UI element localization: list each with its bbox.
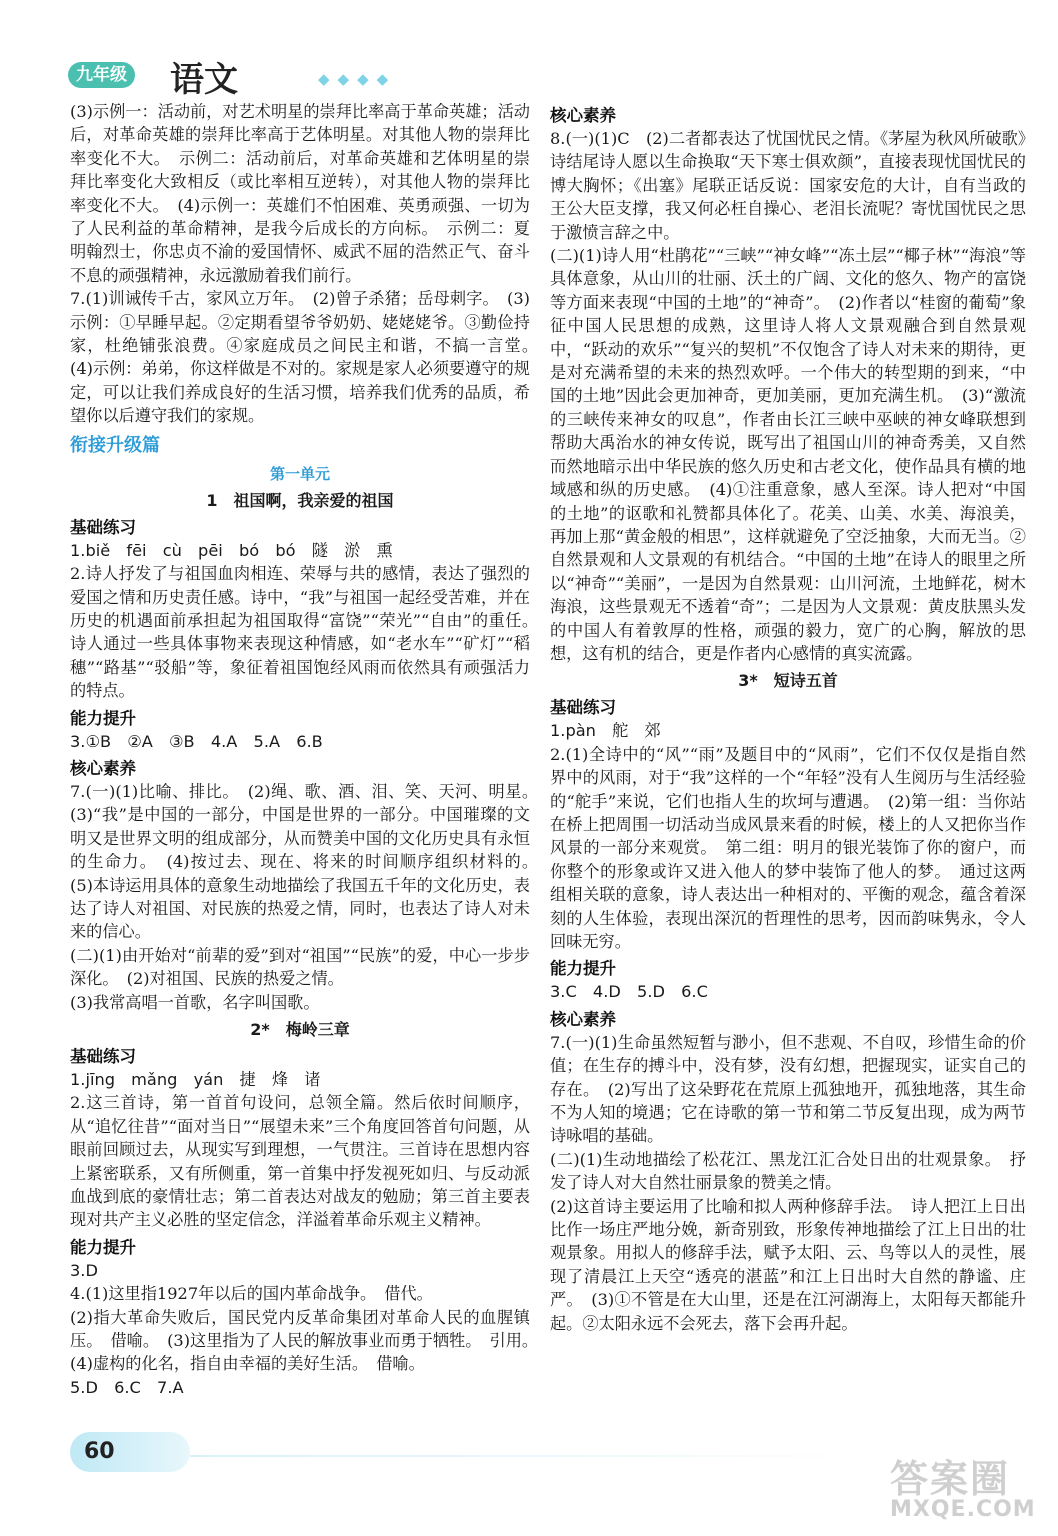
page-header (0, 0, 1058, 100)
answer-paragraph: (二)(1)由开始对“前辈的爱”到对“祖国”“民族”的爱，中心一步步深化。 (2)对祖国、民族的热爱之情。 (70, 945, 530, 989)
grade-badge: 九年级 (68, 62, 135, 88)
answer-paragraph: (3)示例一：活动前，对艺术明星的崇拜比率高于革命英雄；活动后，对革命英雄的崇拜比率高于艺体明星。对其他人物的崇拜比率变化不大。 示例二：活动前后，对革命英雄和艺体明星的崇拜比率变化大致相反（或比率相互逆转），对其他人物的崇拜比率变化不大。 (4)示例一：英雄们不怕困难、英勇顽强、一切为了人民利益的革命精神，是我今后成长的方向标。 示例二：夏明翰烈士，你忠贞不渝的爱国情怀、威武不屈的浩然正气、奋斗不息的顽强精神，永远激励着我们前行。 (70, 102, 530, 285)
section-heading: 基础练习 (70, 1047, 136, 1066)
lesson-title: 3* 短诗五首 (738, 671, 838, 691)
answer-paragraph: 7.(一)(1)生命虽然短暂与渺小，但不悲观、不自叹，珍惜生命的价值；在生存的搏斗中，没有梦，没有幻想，把握现实，证实自己的存在。 (2)写出了这朵野花在荒原上孤独地开，孤独地落，其生命不为人知的境遇；它在诗歌的第一节和第二节反复出现，成为两节诗咏唱的基础。 (550, 1032, 1026, 1146)
answer-line: 1.biě fēi cù pēi bó bó 隧 淤 熏 (70, 540, 393, 560)
section-heading: 基础练习 (70, 517, 136, 537)
lesson-title: 2* 梅岭三章 (250, 1020, 350, 1039)
left-column (70, 100, 547, 1399)
answer-paragraph: (2)这首诗主要运用了比喻和拟人两种修辞手法。 诗人把江上日出比作一场庄严地分娩，新奇别致，形象传神地描绘了江上日出的壮观景象。用拟人的修辞手法，赋予太阳、云、鸟等以人的灵性，展现了清晨江上天空“透亮的湛蓝”和江上日出时大自然的静谧、庄严。 (3)①不管是在大山里，还是在江河湖海上，太阳每天都能升起。②太阳永远不会死去，落下会再升起。 (550, 1196, 1026, 1333)
watermark-top: 答案圈 (890, 1457, 1011, 1501)
answer-paragraph: 7.(1)训诫传千古，家风立万年。 (2)曾子杀猪；岳母刺字。 (3)示例：①早睡早起。②定期看望爷爷奶奶、姥姥姥爷。③勤俭持家，杜绝铺张浪费。④家庭成员之间民主和谐，不搞一言堂。 (4)示例：弟弟，你这样做是不对的。家规是家人必须要遵守的规定，可以让我们养成良好的生活习惯，培养我们优秀的品质，希望你以后遵守我们的家规。 (70, 289, 547, 426)
answer-paragraph: 7.(一)(1)比喻、排比。 (2)绳、歌、酒、泪、笑、天河、明星。 (3)“我”是中国的一部分，中国是世界的一部分。中国璀璨的文明又是世界文明的组成部分，从而赞美中国的文化历史具有永恒的生命力。 (4)按过去、现在、将来的时间顺序组织材料的。 (5)本诗运用具体的意象生动地描绘了我国五千年的文化历史，表达了诗人对祖国、对民族的热爱之情，同时，也表达了诗人对未来的信心。 (70, 781, 547, 942)
unit-heading: 第一单元 (269, 464, 330, 483)
section-heading: 核心素养 (70, 758, 136, 778)
answer-paragraph: (3)我常高唱一首歌，名字叫国歌。 (70, 992, 320, 1012)
answer-line: 5.D 6.C 7.A (70, 1377, 184, 1397)
section-heading: 能力提升 (550, 959, 616, 979)
watermark-bottom: MXQE.COM (890, 1497, 1036, 1522)
answer-paragraph: (2)指大革命失败后，国民党内反革命集团对革命人民的血腥镇压。 借喻。 (3)这里指为了人民的解放事业而勇于牺牲。 引用。 (4)虚构的化名，指自由幸福的美好生活。 借喻。 (70, 1307, 547, 1374)
right-column (550, 100, 1026, 1335)
section-heading: 能力提升 (70, 1237, 136, 1257)
footer-divider (190, 1455, 870, 1457)
answer-line: 3.C 4.D 5.D 6.C (550, 982, 708, 1002)
section-heading: 核心素养 (550, 1009, 616, 1029)
watermark-logo (890, 1448, 1040, 1528)
answer-paragraph: 8.(一)(1)C (2)二者都表达了忧国忧民之情。《茅屋为秋风所破歌》诗结尾诗人愿以生命换取“天下寒士俱欢颜”，直接表现忧国忧民的博大胸怀；《出塞》尾联正话反说：国家安危的大计，自有当政的王公大臣支撑，我又何必枉自操心、老泪长流呢？寄忧国忧民之思于激愤言辞之中。 (550, 129, 1026, 242)
answer-paragraph: 2.这三首诗，第一首首句设问，总领全篇。然后依时间顺序，从“追忆往昔”“面对当日”“展望未来”三个角度回答首句问题，从眼前回顾过去，从现实写到理想，一气贯注。三首诗在思想内容上紧密联系，又有所侧重，第一首集中抒发视死如归、与反动派血战到底的豪情壮志；第二首表达对战友的勉励；第三首主要表现对共产主义必胜的坚定信念，洋溢着革命乐观主义精神。 (70, 1093, 530, 1230)
answer-line: 1.pàn 舵 郊 (550, 721, 661, 741)
part-heading: 衔接升级篇 (70, 434, 160, 456)
section-heading: 核心素养 (550, 106, 616, 125)
answer-line: 1.jīng mǎng yán 捷 烽 诸 (70, 1070, 321, 1089)
answer-paragraph: 4.(1)这里指1927年以后的国内革命战争。 借代。 (70, 1284, 433, 1304)
answer-line: 3.D (70, 1260, 98, 1280)
section-heading: 基础练习 (550, 698, 616, 718)
answer-line: 3.①B ②A ③B 4.A 5.A 6.B (70, 731, 323, 751)
answer-paragraph: (二)(1)生动地描绘了松花江、黑龙江汇合处日出的壮观景象。 抒发了诗人对大自然壮丽景象的赞美之情。 (550, 1149, 1026, 1193)
lesson-title: 1 祖国啊，我亲爱的祖国 (206, 490, 394, 510)
answer-paragraph: 2.(1)全诗中的“风”“雨”及题目中的“风雨”，它们不仅仅是指自然界中的风雨，对于“我”这样的一个“年轻”没有人生阅历与生活经验的“舵手”来说，它们也指人生的坎坷与遭遇。 (2)第一组：当你站在桥上把周围一切活动当成风景来看的时候，楼上的人又把你当作风景的一部分来观赏。 第二组：明月的银光装饰了你的窗户，而你整个的形象或许又进入他人的梦中装饰了他人的梦。 通过这两组相关联的意象，诗人表达出一种相对的、平衡的观念，蕴含着深刻的人生体验，表现出深沉的哲理性的思考，因而韵味隽永，令人回味无穷。 (550, 744, 1026, 951)
subject-title: 语文 (170, 60, 238, 100)
answer-paragraph: 2.诗人抒发了与祖国血肉相连、荣辱与共的感情，表达了强烈的爱国之情和历史责任感。诗中，“我”与祖国一起经受苦难，并在历史的机遇面前承担起为祖国取得“富饶”“荣光”“自由”的重任。 诗人通过一些具体事物来表现这种情感，如“老水车”“矿灯”“稻穗”“路基”“驳船”等，象征着祖国饱经风雨而依然具有顽强活力的特点。 (70, 564, 547, 701)
decorative-diamonds: ◆◆◆◆ (318, 70, 397, 88)
answer-paragraph: (二)(1)诗人用“杜鹃花”“三峡”“神女峰”“冻土层”“椰子林”“海浪”等具体意象，从山川的壮丽、沃土的广阔、文化的悠久、物产的富饶等方面来表现“中国的土地”的“神奇”。 (2)作者以“桂窗的葡萄”象征中国人民思想的成熟，这里诗人将人文景观融合到自然景观中，“跃动的欢乐”“复兴的契机”不仅饱含了诗人对未来的期待，更是对充满希望的未来的热烈欢呼。一个伟大的转型期的到来，“中国的土地”因此会更加神奇，更加美丽，更加充满生机。 (3)“激流的三峡传来神女的叹息”，作者由长江三峡中巫峡的神女峰联想到帮助大禹治水的神女传说，既写出了祖国山川的神奇秀美，又自然而然地暗示出中华民族的悠久历史和古老文化，使作品具有横的地域感和纵的历史感。 (4)①注重意象，感人至深。诗人把对“中国的土地”的讴歌和礼赞都具体化了。花美、山美、水美、海浪美，再加上那“黄金般的相思”，这样就避免了空泛抽象，大而无当。②自然景观和人文景观的有机结合。“中国的土地”在诗人的眼里之所以“神奇”“美丽”，一是因为自然景观：山川河流，土地鲜花，树木海浪，这些景观无不透着“奇”；二是因为人文景观：黄皮肤黑头发的中国人有着敦厚的性格，顽强的毅力，宽广的心胸，解放的思想，这有机的结合，更是作者内心感情的真实流露。 (550, 246, 1026, 663)
page-number: 60 (84, 1439, 115, 1464)
section-heading: 能力提升 (70, 708, 136, 728)
